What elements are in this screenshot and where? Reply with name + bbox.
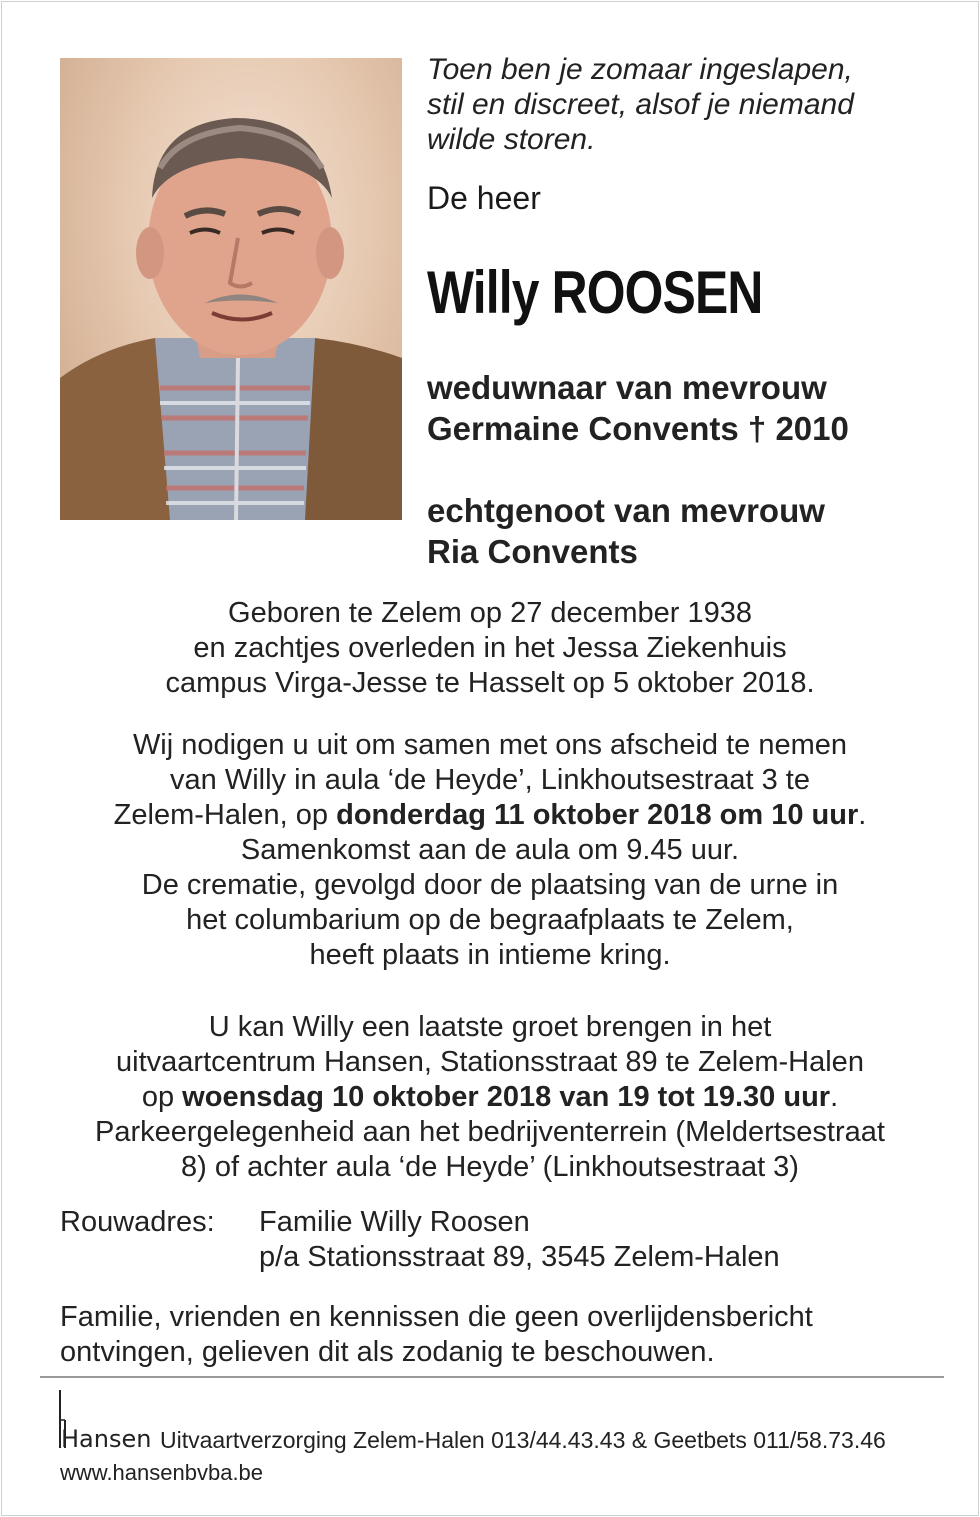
text-line: ontvingen, gelieven dit als zodanig te beschouwen. <box>60 1336 715 1368</box>
text-segment: Zelem-Halen, op <box>113 799 337 831</box>
text-segment: . <box>858 799 867 831</box>
relation-line: echtgenoot van mevrouw <box>427 492 825 529</box>
text-line: van Willy in aula ‘de Heyde’, Linkhoutsestraat 3 te <box>170 764 810 796</box>
text-line: Parkeergelegenheid aan het bedrijventerrein (Meldertsestraat <box>95 1116 885 1148</box>
closing-paragraph <box>60 1300 813 1370</box>
text-line: 8) of achter aula ‘de Heyde’ (Linkhoutsestraat 3) <box>181 1151 799 1183</box>
svg-text:Hansen: Hansen <box>61 1425 152 1452</box>
text-line: heeft plaats in intieme kring. <box>309 939 671 971</box>
portrait-photo <box>60 58 402 520</box>
text-line: uitvaartcentrum Hansen, Stationsstraat 89 te Zelem-Halen <box>116 1046 864 1078</box>
salutation: De heer <box>427 180 541 216</box>
mourning-address-value <box>259 1205 780 1275</box>
text-line: U kan Willy een laatste groet brengen in het <box>208 1011 772 1043</box>
text-line: campus Virga-Jesse te Hasselt op 5 oktober 2018. <box>165 667 815 699</box>
birth-death-paragraph <box>40 596 940 701</box>
text-line: Wij nodigen u uit om samen met ons afscheid te nemen <box>132 729 848 761</box>
poem <box>427 52 854 157</box>
visitation-datetime: woensdag 10 oktober 2018 van 19 tot 19.30 uur <box>182 1081 831 1113</box>
text-segment: op <box>141 1081 183 1113</box>
divider <box>40 1376 944 1378</box>
text-line: De crematie, gevolgd door de plaatsing van de urne in <box>141 869 839 901</box>
hansen-logo <box>52 1388 157 1452</box>
text-segment: . <box>830 1081 839 1113</box>
visitation-paragraph <box>40 1010 940 1185</box>
text-line <box>40 798 940 833</box>
funeral-home-info: Uitvaartverzorging Zelem-Halen 013/44.43.43 & Geetbets 011/58.73.46 <box>160 1427 886 1453</box>
relation-widower <box>427 367 849 449</box>
address-line: p/a Stationsstraat 89, 3545 Zelem-Halen <box>259 1241 780 1273</box>
text-line: en zachtjes overleden in het Jessa Ziekenhuis <box>193 632 787 664</box>
deceased-name: Willy ROOSEN <box>427 259 763 326</box>
text-line: Familie, vrienden en kennissen die geen overlijdensbericht <box>60 1301 813 1333</box>
poem-line: wilde storen. <box>427 123 596 156</box>
poem-line: stil en discreet, alsof je niemand <box>427 88 854 121</box>
relation-spouse <box>427 490 825 572</box>
ceremony-datetime: donderdag 11 oktober 2018 om 10 uur <box>336 799 859 831</box>
poem-line: Toen ben je zomaar ingeslapen, <box>427 53 853 86</box>
text-line: Geboren te Zelem op 27 december 1938 <box>228 597 752 629</box>
mourning-address-label: Rouwadres: <box>60 1206 215 1238</box>
relation-line: weduwnaar van mevrouw <box>427 369 827 406</box>
text-line: het columbarium op de begraafplaats te Zelem, <box>186 904 794 936</box>
invitation-paragraph <box>40 728 940 973</box>
text-line <box>40 1080 940 1115</box>
address-line: Familie Willy Roosen <box>259 1206 530 1238</box>
relation-line: Germaine Convents † 2010 <box>427 410 849 447</box>
website-link[interactable]: www.hansenbvba.be <box>60 1460 264 1485</box>
text-line: Samenkomst aan de aula om 9.45 uur. <box>240 834 740 866</box>
relation-line: Ria Convents <box>427 533 638 570</box>
